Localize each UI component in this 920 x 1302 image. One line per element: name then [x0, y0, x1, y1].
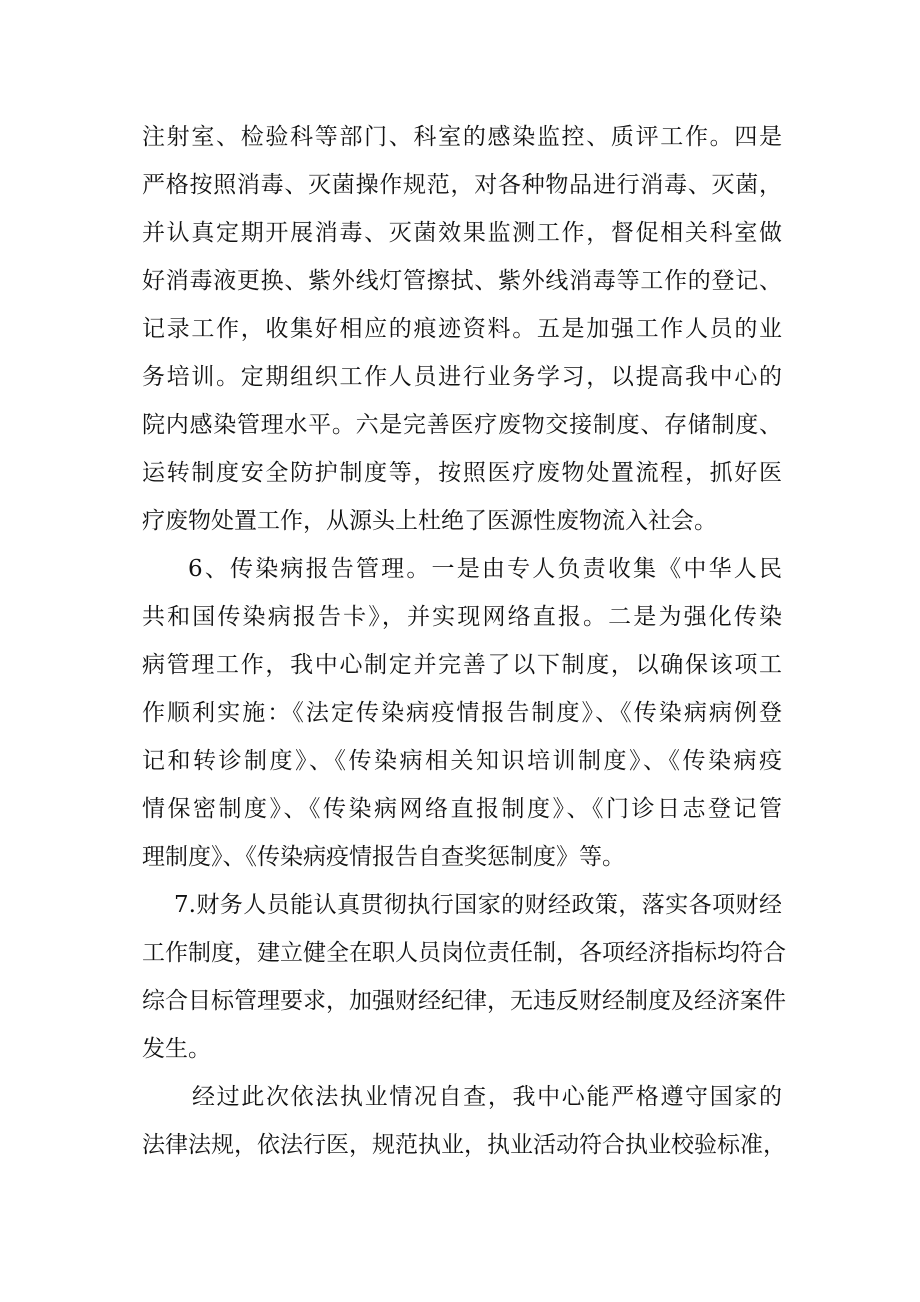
- text-line-8: 运转制度安全防护制度等，按照医疗废物处置流程，抓好医: [142, 460, 782, 486]
- text-line-11: 共和国传染病报告卡》，并实现网络直报。二是为强化传染: [142, 604, 782, 630]
- text-line-1: 注射室、检验科等部门、科室的感染监控、质评工作。四是: [142, 124, 782, 150]
- text-line-10: 6、传染病报告管理。一是由专人负责收集《中华人民: [188, 556, 782, 582]
- text-line-13: 作顺利实施：《法定传染病疫情报告制度》、《传染病病例登: [142, 700, 782, 726]
- text-line-9: 疗废物处置工作，从源头上杜绝了医源性废物流入社会。: [142, 508, 717, 534]
- text-line-7: 院内感染管理水平。六是完善医疗废物交接制度、存储制度、: [142, 412, 782, 438]
- text-line-3: 并认真定期开展消毒、灭菌效果监测工作，督促相关科室做: [142, 220, 782, 246]
- text-line-18: 工作制度，建立健全在职人员岗位责任制，各项经济指标均符合: [142, 940, 786, 966]
- text-line-15: 情保密制度》、《传染病网络直报制度》、《门诊日志登记管: [142, 796, 782, 822]
- text-line-20: 发生。: [142, 1036, 211, 1062]
- text-line-4: 好消毒液更换、紫外线灯管擦拭、紫外线消毒等工作的登记、: [142, 268, 782, 294]
- text-line-2: 严格按照消毒、灭菌操作规范，对各种物品进行消毒、灭菌，: [142, 172, 782, 198]
- text-line-14: 记和转诊制度》、《传染病相关知识培训制度》、《传染病疫: [142, 748, 782, 774]
- text-line-22: 法律法规，依法行医，规范执业，执业活动符合执业校验标准，: [142, 1132, 786, 1158]
- text-line-17: 7.财务人员能认真贯彻执行国家的财经政策，落实各项财经: [174, 892, 782, 918]
- text-line-12: 病管理工作，我中心制定并完善了以下制度，以确保该项工: [142, 652, 782, 678]
- text-line-16: 理制度》、《传染病疫情报告自查奖惩制度》等。: [142, 844, 625, 870]
- document-body: [142, 113, 786, 1169]
- text-line-21: 经过此次依法执业情况自查，我中心能严格遵守国家的: [192, 1084, 782, 1110]
- text-line-5: 记录工作，收集好相应的痕迹资料。五是加强工作人员的业: [142, 316, 782, 342]
- text-line-19: 综合目标管理要求，加强财经纪律，无违反财经制度及经济案件: [142, 988, 786, 1014]
- text-line-6: 务培训。定期组织工作人员进行业务学习，以提高我中心的: [142, 364, 782, 390]
